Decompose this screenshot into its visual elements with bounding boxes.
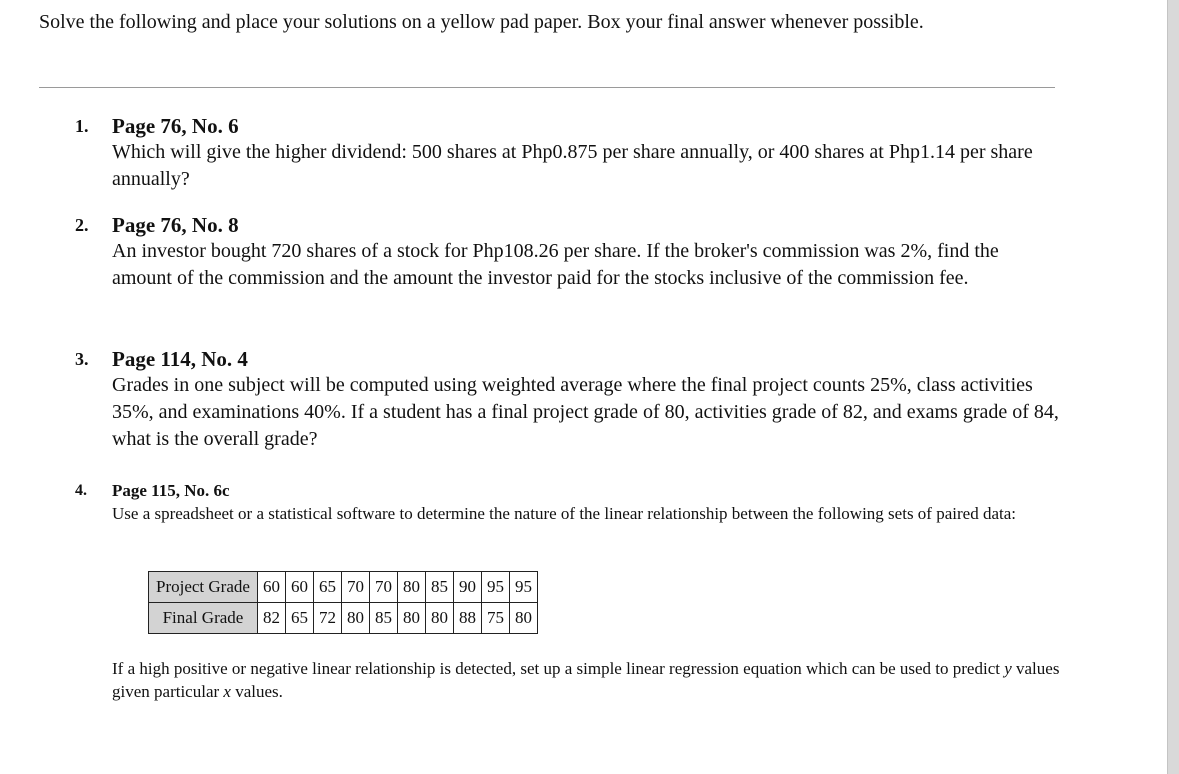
problem-number: 4. <box>75 482 87 499</box>
table-cell: 85 <box>369 603 397 634</box>
table-cell: 65 <box>313 572 341 603</box>
problem-text: Use a spreadsheet or a statistical software to determine the nature of the linear relationship between the following sets of paired data: <box>112 504 1016 523</box>
table-cell: 95 <box>509 572 537 603</box>
row-header: Final Grade <box>149 603 258 634</box>
problem-number: 3. <box>75 349 89 369</box>
table-cell: 65 <box>285 603 313 634</box>
table-cell: 75 <box>481 603 509 634</box>
table-cell: 60 <box>285 572 313 603</box>
table-cell: 82 <box>257 603 285 634</box>
problem-text: An investor bought 720 shares of a stock for Php108.26 per share. If the broker's commission was 2%, find the amount of the commission and the amount the investor paid for the stocks inclusive of the commission fee. <box>112 240 999 289</box>
table-cell: 70 <box>341 572 369 603</box>
instructions-text: Solve the following and place your solutions on a yellow pad paper. Box your final answer whenever possible. <box>39 11 924 33</box>
paired-data-table <box>148 571 538 634</box>
table-cell: 70 <box>369 572 397 603</box>
scrollbar-track[interactable] <box>1167 0 1179 774</box>
closing-text: values. <box>230 682 283 701</box>
problem-heading: Page 115, No. 6c <box>112 481 230 500</box>
table-cell: 72 <box>313 603 341 634</box>
table-cell: 80 <box>397 603 425 634</box>
regression-instruction <box>112 657 1062 703</box>
problem-heading: Page 76, No. 8 <box>112 213 239 237</box>
table-cell: 80 <box>341 603 369 634</box>
problem-heading: Page 76, No. 6 <box>112 114 239 138</box>
table-cell: 60 <box>257 572 285 603</box>
problem-number: 1. <box>75 116 89 136</box>
table-row-final-grade <box>149 603 538 634</box>
table-cell: 80 <box>425 603 453 634</box>
table-row-project-grade <box>149 572 538 603</box>
closing-text: If a high positive or negative linear relationship is detected, set up a simple linear regression equation which can be used to predict <box>112 659 1005 678</box>
table-cell: 80 <box>509 603 537 634</box>
variable-y: y <box>1004 659 1012 678</box>
variable-x: x <box>223 682 231 701</box>
problem-text: Grades in one subject will be computed using weighted average where the final project counts 25%, class activities 35%, and examinations 40%. If a student has a final project grade of 80, activities grade of 82, and exams grade of 84, what is the overall grade? <box>112 374 1059 450</box>
problem-heading: Page 114, No. 4 <box>112 347 248 371</box>
problem-number: 2. <box>75 215 89 235</box>
closing-text: values given particular <box>112 659 1060 701</box>
section-divider <box>39 87 1055 88</box>
table-cell: 80 <box>397 572 425 603</box>
table-cell: 90 <box>453 572 481 603</box>
table-cell: 85 <box>425 572 453 603</box>
row-header: Project Grade <box>149 572 258 603</box>
problem-text: Which will give the higher dividend: 500 shares at Php0.875 per share annually, or 400 shares at Php1.14 per share annually? <box>112 141 1033 190</box>
table-cell: 88 <box>453 603 481 634</box>
table-cell: 95 <box>481 572 509 603</box>
